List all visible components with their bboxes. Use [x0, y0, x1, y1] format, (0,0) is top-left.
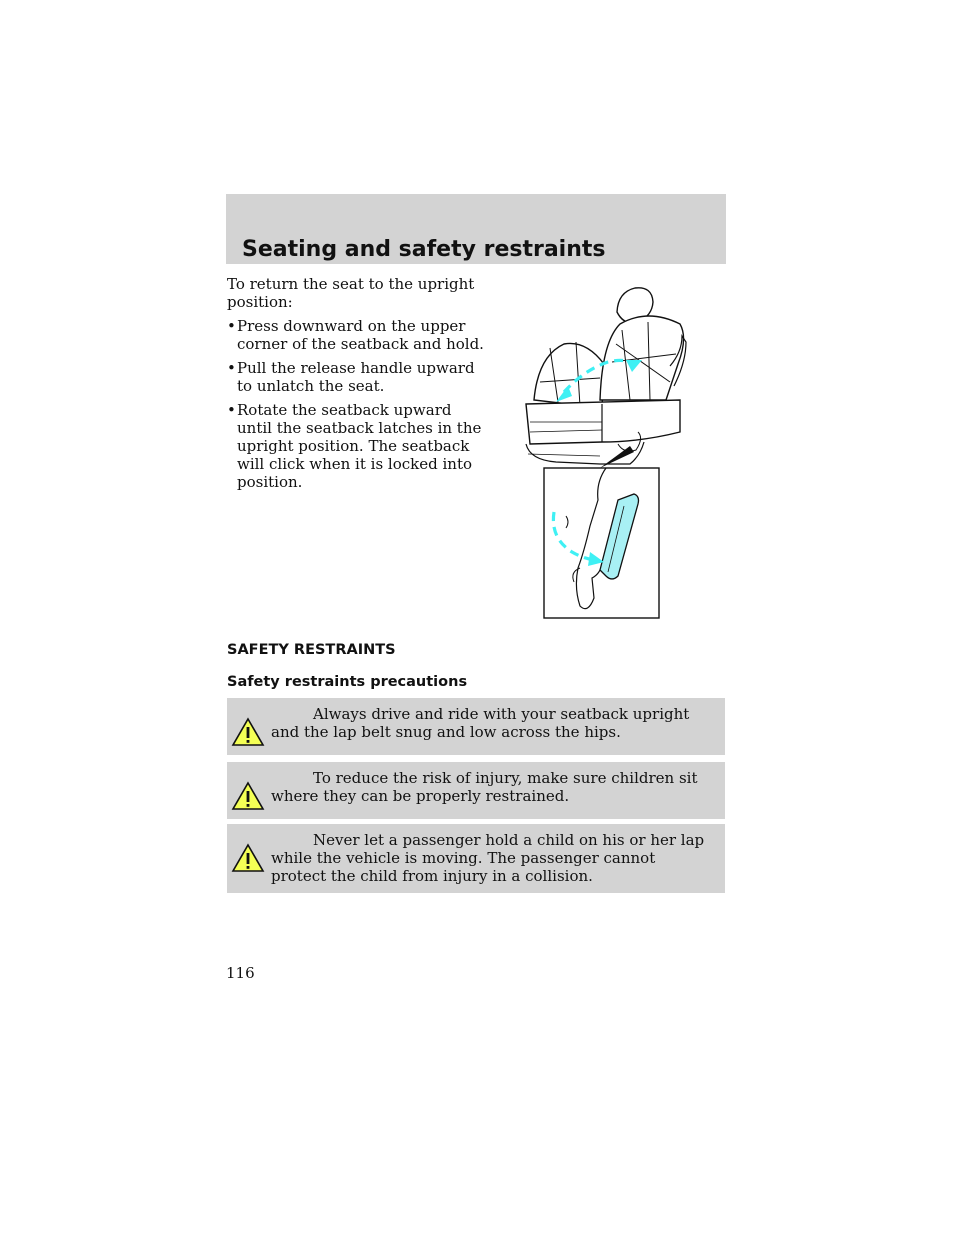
bullet-icon: • [227, 359, 236, 377]
warning-text: Never let a passenger hold a child on his or her lap while the vehicle is moving. The passenger cannot protect the child from injury in a collision. [271, 831, 705, 885]
list-item [227, 401, 487, 491]
instruction-list [227, 317, 487, 491]
subsection-heading: Safety restraints precautions [227, 674, 468, 690]
intro-lead: To return the seat to the upright position: [227, 275, 475, 311]
warning-triangle-icon [231, 843, 265, 873]
seat-release-illustration [520, 282, 720, 622]
list-item [227, 359, 487, 395]
page-title: Seating and safety restraints [242, 237, 606, 262]
list-item [227, 317, 487, 353]
warning-triangle-icon [231, 717, 265, 747]
section-heading: SAFETY RESTRAINTS [227, 642, 396, 658]
bullet-icon: • [227, 401, 236, 419]
warning-box [227, 762, 725, 819]
bullet-icon: • [227, 317, 236, 335]
warning-text: Always drive and ride with your seatback upright and the lap belt snug and low across the hips. [271, 705, 690, 741]
header-band [226, 194, 726, 264]
warning-text: To reduce the risk of injury, make sure children sit where they can be properly restrained. [271, 769, 698, 805]
warning-box [227, 698, 725, 755]
list-item-text: Pull the release handle upward to unlatch the seat. [237, 359, 475, 395]
warning-triangle-icon [231, 781, 265, 811]
warning-box [227, 824, 725, 893]
list-item-text: Press downward on the upper corner of the seatback and hold. [237, 317, 484, 353]
intro-block [227, 275, 487, 497]
page-number: 116 [226, 964, 255, 982]
list-item-text: Rotate the seatback upward until the seatback latches in the upright position. The seatback will click when it is locked into position. [237, 401, 482, 491]
